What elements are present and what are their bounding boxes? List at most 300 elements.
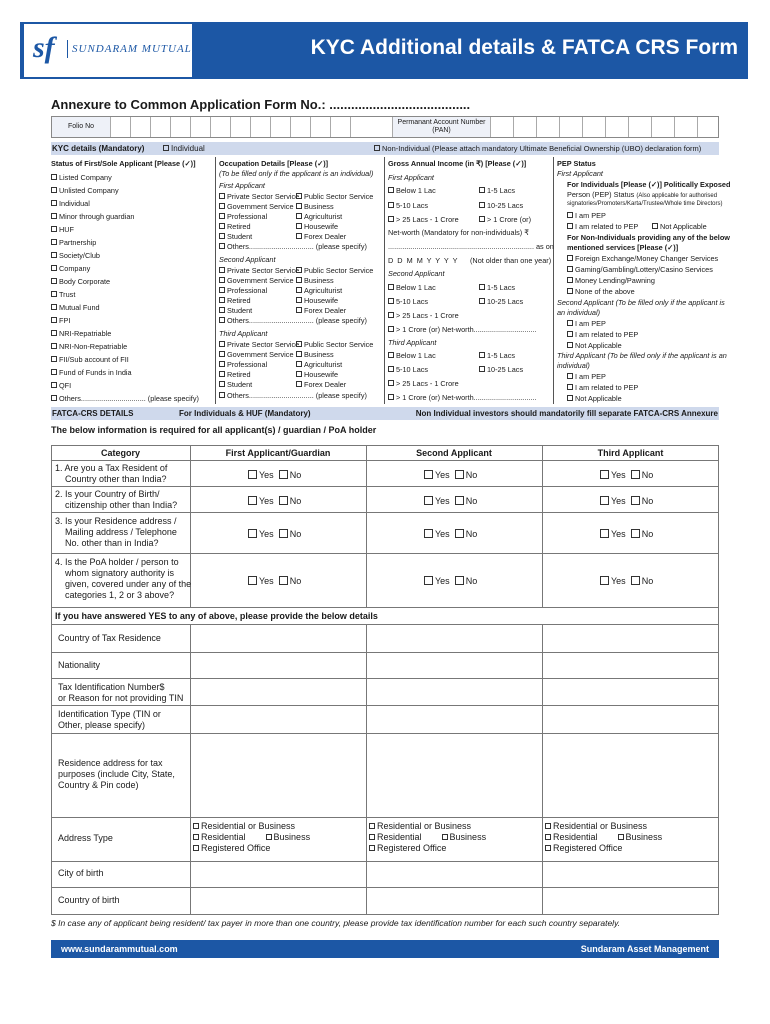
individual-label: Individual [171,144,205,153]
table-col-line [190,624,191,915]
occ-checkbox[interactable] [219,277,225,283]
status-label: Listed Company [59,173,112,182]
occ-label: Housewife [304,222,339,231]
pan-cell[interactable] [536,117,559,137]
occ-checkbox[interactable] [296,223,302,229]
occ-checkbox[interactable] [296,307,302,313]
addr-checkbox[interactable] [369,823,375,829]
networth-label: Net-worth (Mandatory for non-individuals) ₹ [388,228,529,237]
date-note: (Not older than one year) [470,256,552,265]
occ-label: Forex Dealer [304,232,347,241]
income-checkbox[interactable] [479,187,485,193]
no-checkbox[interactable] [279,496,288,505]
status-checkbox[interactable] [51,382,57,388]
if-yes-note: If you have answered YES to any of above, please provide the below details [55,611,378,621]
status-label: Partnership [59,238,97,247]
table-col-line [366,445,367,607]
income-label: Below 1 Lac [396,186,436,195]
occ-checkbox[interactable] [219,392,225,398]
occ-label: Government Service [227,202,294,211]
pep-individual-note2: Person (PEP) Status (Also applicable for authorised [567,190,718,199]
pep-label: Not Applicable [575,341,622,350]
row-line [51,652,719,653]
table-col-line [542,624,543,915]
country-tax-label: Country of Tax Residence [58,633,161,643]
yes-checkbox[interactable] [424,529,433,538]
occ-checkbox[interactable] [219,307,225,313]
no-label: No [641,496,654,506]
income-checkbox[interactable] [388,312,394,318]
occ-checkbox[interactable] [296,341,302,347]
occ-label: Business [304,202,334,211]
addr-checkbox[interactable] [193,834,199,840]
yes-checkbox[interactable] [424,496,433,505]
no-checkbox[interactable] [455,529,464,538]
status-label: Others................................ (please specify) [59,394,199,403]
date-box[interactable]: D D M M Y Y Y Y [388,256,459,265]
row-line [51,861,719,862]
individual-checkbox[interactable] [163,145,169,151]
occ-checkbox[interactable] [219,381,225,387]
income-checkbox[interactable] [479,298,485,304]
no-label: No [289,496,302,506]
pep-checkbox[interactable] [567,277,573,283]
pep-title: PEP Status [557,159,596,168]
occ-label: Business [304,350,334,359]
status-checkbox[interactable] [51,187,57,193]
pep-checkbox[interactable] [567,212,573,218]
occ-label: Housewife [304,370,339,379]
non-individual-checkbox[interactable] [374,145,380,151]
occ-checkbox[interactable] [219,317,225,323]
yes-checkbox[interactable] [600,496,609,505]
yes-label: Yes [611,496,626,506]
occ-checkbox[interactable] [219,193,225,199]
folio-cell[interactable] [190,117,210,137]
income-checkbox[interactable] [479,366,485,372]
no-checkbox[interactable] [631,529,640,538]
occ-checkbox[interactable] [219,351,225,357]
no-label: No [641,470,654,480]
no-label: No [289,576,302,586]
addr-checkbox[interactable] [545,823,551,829]
pep-second-note: an individual) [557,308,600,317]
status-checkbox[interactable] [51,395,57,401]
status-label: FII/Sub account of FII [59,355,129,364]
pep-checkbox[interactable] [567,255,573,261]
row-line [51,624,719,625]
addr-checkbox[interactable] [266,834,272,840]
income-checkbox[interactable] [388,326,394,332]
folio-cell[interactable] [290,117,310,137]
res-addr-label: Residence address for tax purposes (include City, State, Country & Pin code) [58,758,175,790]
income-label: 10-25 Lacs [487,201,524,210]
no-checkbox[interactable] [631,470,640,479]
occ-label: Agriculturist [304,286,343,295]
no-checkbox[interactable] [631,496,640,505]
occ-checkbox[interactable] [219,371,225,377]
income-label: 1-5 Lacs [487,351,515,360]
occ-checkbox[interactable] [219,267,225,273]
income-label: > 1 Crore (or) [487,215,531,224]
income-label: Below 1 Lac [396,283,436,292]
income-checkbox[interactable] [388,366,394,372]
pan-cell[interactable] [582,117,605,137]
occ-checkbox[interactable] [296,267,302,273]
status-checkbox[interactable] [51,330,57,336]
income-checkbox[interactable] [388,284,394,290]
status-label: Minor through guardian [59,212,135,221]
no-checkbox[interactable] [455,496,464,505]
pep-second-heading: Second Applicant (To be filled only if the applicant is [557,298,725,307]
yes-label: Yes [259,496,274,506]
no-checkbox[interactable] [279,470,288,479]
nationality-label: Nationality [58,660,101,670]
no-checkbox[interactable] [279,529,288,538]
folio-cell[interactable] [210,117,230,137]
income-label: 5-10 Lacs [396,365,429,374]
yes-checkbox[interactable] [424,470,433,479]
row-line [51,705,719,706]
col-third: Third Applicant [597,448,664,458]
status-label: Trust [59,290,76,299]
status-checkbox[interactable] [51,239,57,245]
no-checkbox[interactable] [455,576,464,585]
yes-label: Yes [259,576,274,586]
income-label: 1-5 Lacs [487,283,515,292]
occ-label: Private Sector Service [227,266,300,275]
yes-checkbox[interactable] [248,576,257,585]
addr-options: Residential or Business Residential Business Registered Office [545,821,662,854]
q3: 3. Is your Residence address / Mailing address / Telephone No. other than in India? [55,516,177,548]
pan-cell[interactable] [513,117,536,137]
income-label: 10-25 Lacs [487,365,524,374]
folio-cell[interactable] [150,117,170,137]
yes-checkbox[interactable] [600,576,609,585]
no-checkbox[interactable] [455,470,464,479]
income-label: Below 1 Lac [396,351,436,360]
pep-checkbox[interactable] [567,384,573,390]
pep-checkbox[interactable] [567,320,573,326]
pep-checkbox[interactable] [652,223,658,229]
no-label: No [465,496,478,506]
pep-label: Gaming/Gambling/Lottery/Casino Services [575,265,713,274]
occ-checkbox[interactable] [296,203,302,209]
pan-label: Permanant Account Number (PAN) [392,117,490,137]
pan-cell[interactable] [651,117,674,137]
occupation-title: Occupation Details [Please (✓)] [219,159,329,168]
addr-checkbox[interactable] [545,834,551,840]
occ-label: Business [304,276,334,285]
pep-checkbox[interactable] [567,331,573,337]
status-label: FPI [59,316,71,325]
addr-options: Residential or Business Residential Business Registered Office [369,821,486,854]
kyc-title: KYC details (Mandatory) [52,144,145,153]
pep-nonind-note: For Non-Individuals providing any of the below [567,233,730,242]
status-checkbox[interactable] [51,291,57,297]
yes-checkbox[interactable] [248,529,257,538]
income-checkbox[interactable] [479,216,485,222]
occ-label: Agriculturist [304,212,343,221]
pan-cell[interactable] [697,117,719,137]
income-label: 10-25 Lacs [487,297,524,306]
addr-checkbox[interactable] [442,834,448,840]
pep-label: Foreign Exchange/Money Changer Services [575,254,719,263]
logo-divider [67,40,68,58]
pan-cell[interactable] [490,117,513,137]
folio-cell[interactable] [330,117,350,137]
occ-checkbox[interactable] [219,361,225,367]
addr-checkbox[interactable] [369,845,375,851]
occ-checkbox[interactable] [296,277,302,283]
col-divider [215,157,216,404]
no-label: No [465,529,478,539]
no-checkbox[interactable] [279,576,288,585]
status-label: Company [59,264,91,273]
occ-label: Private Sector Service [227,340,300,349]
status-checkbox[interactable] [51,200,57,206]
status-checkbox[interactable] [51,304,57,310]
status-checkbox[interactable] [51,213,57,219]
occ-label: Student [227,232,253,241]
yes-checkbox[interactable] [600,529,609,538]
row-line [51,887,719,888]
status-checkbox[interactable] [51,369,57,375]
status-checkbox[interactable] [51,265,57,271]
status-label: Fund of Funds in India [59,368,132,377]
occ-checkbox[interactable] [296,213,302,219]
row-line [51,678,719,679]
pep-third-heading: Third Applicant (To be filled only if the applicant is an [557,351,727,360]
occ-others[interactable]: Others................................ (please specify) [227,316,367,325]
folio-cell[interactable] [110,117,130,137]
pep-label: I am related to PEP [575,222,639,231]
occ-checkbox[interactable] [219,341,225,347]
inc-third-heading: Third Applicant [388,338,437,347]
q1: 1. Are you a Tax Resident of Country other than India? [55,463,168,484]
yes-checkbox[interactable] [600,470,609,479]
occ-label: Government Service [227,350,294,359]
folio-cell[interactable] [270,117,290,137]
folio-cell[interactable] [230,117,250,137]
inc-first-heading: First Applicant [388,173,434,182]
status-checkbox[interactable] [51,226,57,232]
occ-label: Government Service [227,276,294,285]
pep-label: I am PEP [575,211,606,220]
income-label: > 25 Lacs - 1 Crore [396,311,459,320]
income-checkbox[interactable] [388,352,394,358]
folio-cell[interactable] [170,117,190,137]
income-checkbox[interactable] [479,202,485,208]
pan-cell[interactable] [674,117,697,137]
tin-label: Tax Identification Number$ or Reason for not providing TIN [58,682,184,703]
occ-checkbox[interactable] [219,213,225,219]
occ-checkbox[interactable] [296,233,302,239]
pep-label: Not Applicable [660,222,707,231]
status-checkbox[interactable] [51,317,57,323]
pep-label: Money Lending/Pawning [575,276,655,285]
income-checkbox[interactable] [388,394,394,400]
no-checkbox[interactable] [631,576,640,585]
yes-label: Yes [435,576,450,586]
occ-label: Professional [227,212,268,221]
footer-company: Sundaram Asset Management [580,944,709,954]
yes-label: Yes [611,576,626,586]
inc-second-heading: Second Applicant [388,269,445,278]
folio-cell[interactable] [350,117,370,137]
status-label: Body Corporate [59,277,111,286]
income-checkbox[interactable] [388,216,394,222]
footnote: $ In case any of applicant being resident/ tax payer in more than one country, please provide tax identification number for each such country separately. [51,918,621,928]
status-label: NRI-Repatriable [59,329,112,338]
addr-checkbox[interactable] [369,834,375,840]
status-checkbox[interactable] [51,174,57,180]
occ-checkbox[interactable] [296,351,302,357]
occ-label: Public Sector Service [304,266,374,275]
pep-third-note: individual) [557,361,590,370]
occ-checkbox[interactable] [219,223,225,229]
footer-bar [51,940,719,958]
status-label: Society/Club [59,251,100,260]
occ-label: Professional [227,360,268,369]
occ-label: Retired [227,222,251,231]
no-label: No [641,529,654,539]
pan-cell[interactable] [559,117,582,137]
fatca-section-bar [51,407,719,420]
occ-checkbox[interactable] [296,193,302,199]
pep-checkbox[interactable] [567,266,573,272]
addr-checkbox[interactable] [193,845,199,851]
income-label: > 1 Crore (or) Net-worth............................... [396,393,537,402]
pep-checkbox[interactable] [567,395,573,401]
occ-checkbox[interactable] [296,287,302,293]
q4: 4. Is the PoA holder / person to whom signatory authority is given, covered under any of the categories 1, 2 or 3 above? [55,557,192,600]
pep-label: Not Applicable [575,394,622,403]
occ-first-heading: First Applicant [219,181,265,190]
folio-cell[interactable] [130,117,150,137]
col-category: Category [100,448,140,458]
addr-checkbox[interactable] [618,834,624,840]
folio-cell[interactable] [250,117,270,137]
occ-checkbox[interactable] [219,233,225,239]
pep-checkbox[interactable] [567,288,573,294]
non-individual-label: Non-Individual (Please attach mandatory Ultimate Beneficial Ownership (UBO) declaration form) [382,144,702,153]
footer-url[interactable]: www.sundarammutual.com [61,944,178,954]
q2: 2. Is your Country of Birth/ citizenship other than India? [55,489,178,510]
income-checkbox[interactable] [388,380,394,386]
income-checkbox[interactable] [388,202,394,208]
no-label: No [465,470,478,480]
annexure-line: Annexure to Common Application Form No.: ....................................... [51,97,471,112]
addr-options: Residential or Business Residential Business Registered Office [193,821,310,854]
occ-label: Retired [227,370,251,379]
occ-checkbox[interactable] [219,203,225,209]
country-birth-label: Country of birth [58,895,120,905]
kyc-section-bar [51,142,719,155]
status-checkbox[interactable] [51,252,57,258]
occ-label: Forex Dealer [304,380,347,389]
income-checkbox[interactable] [388,187,394,193]
pep-label: I am PEP [575,372,606,381]
income-label: 5-10 Lacs [396,297,429,306]
yes-checkbox[interactable] [248,496,257,505]
col-second: Second Applicant [416,448,492,458]
col-first: First Applicant/Guardian [225,448,331,458]
status-label: HUF [59,225,74,234]
folio-pan-row [51,116,719,138]
pep-label: None of the above [575,287,635,296]
income-label: > 25 Lacs - 1 Crore [396,215,459,224]
fatca-sub: For Individuals & HUF (Mandatory) [179,409,311,418]
status-checkbox[interactable] [51,278,57,284]
addr-checkbox[interactable] [545,845,551,851]
occ-checkbox[interactable] [219,297,225,303]
status-label: Mutual Fund [59,303,100,312]
occ-checkbox[interactable] [219,287,225,293]
fatca-info: The below information is required for all applicant(s) / guardian / PoA holder [51,425,377,435]
occ-label: Professional [227,286,268,295]
pep-individual-note3: signatories/Promoters/Karta/Trustee/Whole time Directors) [567,201,723,207]
networth-field[interactable]: ........................................................................ as on [388,242,554,251]
logo-text: SUNDARAM MUTUAL [72,43,192,55]
pep-checkbox[interactable] [567,223,573,229]
pep-label: I am PEP [575,319,606,328]
occ-checkbox[interactable] [296,297,302,303]
row-line [51,553,719,554]
no-label: No [641,576,654,586]
occ-label: Forex Dealer [304,306,347,315]
addr-checkbox[interactable] [193,823,199,829]
income-label: > 25 Lacs - 1 Crore [396,379,459,388]
pep-checkbox[interactable] [567,342,573,348]
income-checkbox[interactable] [479,352,485,358]
yes-label: Yes [259,470,274,480]
status-checkbox[interactable] [51,343,57,349]
income-checkbox[interactable] [479,284,485,290]
no-label: No [289,529,302,539]
yes-label: Yes [435,529,450,539]
income-title: Gross Annual Income (in ₹) [Please (✓)] [388,159,527,168]
status-checkbox[interactable] [51,356,57,362]
pan-cell[interactable] [605,117,628,137]
occ-others[interactable]: Others................................ (please specify) [227,391,367,400]
row-line [51,733,719,734]
pan-cell[interactable] [628,117,651,137]
row-line [51,817,719,818]
income-checkbox[interactable] [388,298,394,304]
yes-label: Yes [611,470,626,480]
yes-label: Yes [259,529,274,539]
occ-checkbox[interactable] [296,371,302,377]
occ-others[interactable]: Others................................ (please specify) [227,242,367,251]
status-title: Status of First/Sole Applicant [Please (✓)] [51,159,196,168]
status-label: Individual [59,199,90,208]
occ-checkbox[interactable] [219,243,225,249]
row-line [51,486,719,487]
table-col-line [542,445,543,607]
page-title: KYC Additional details & FATCA CRS Form [310,36,738,59]
occ-label: Housewife [304,296,339,305]
table-col-line [366,624,367,915]
occ-checkbox[interactable] [296,361,302,367]
yes-checkbox[interactable] [424,576,433,585]
pep-checkbox[interactable] [567,373,573,379]
yes-checkbox[interactable] [248,470,257,479]
occ-checkbox[interactable] [296,381,302,387]
folio-cell[interactable] [310,117,330,137]
occ-label: Private Sector Service [227,192,300,201]
yes-label: Yes [435,496,450,506]
